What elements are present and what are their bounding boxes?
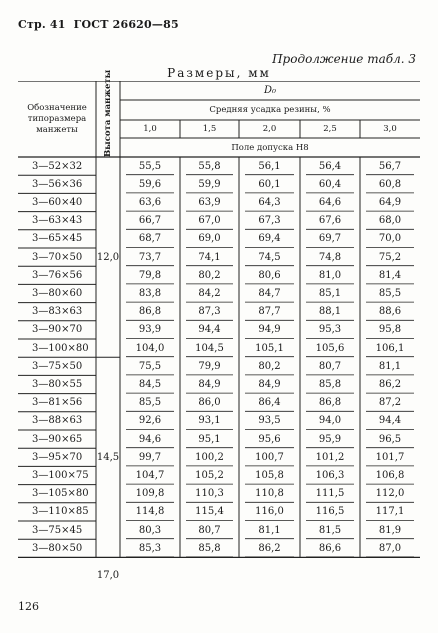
value-cell: 67,3 <box>258 215 281 227</box>
value-cell: 116,0 <box>255 506 284 518</box>
designation-cell: 3—52×32 <box>32 160 83 172</box>
value-cell: 106,3 <box>315 469 345 481</box>
designation-cell: 3—65×45 <box>32 233 83 245</box>
value-cell: 56,7 <box>378 160 402 172</box>
value-cell: 94,9 <box>258 324 281 336</box>
designation-cell: 3—80×60 <box>32 287 83 299</box>
value-cell: 60,8 <box>378 178 402 190</box>
value-cell: 86,8 <box>138 306 162 318</box>
value-cell: 64,6 <box>318 196 342 208</box>
value-cell: 106,8 <box>375 469 405 481</box>
value-cell: 68,7 <box>138 233 162 245</box>
value-cell: 67,0 <box>198 215 221 227</box>
value-cell: 104,5 <box>195 342 224 354</box>
designation-cell: 3—100×75 <box>32 469 89 481</box>
value-cell: 94,4 <box>378 415 402 427</box>
d0-group-header: D₀ <box>263 85 277 96</box>
value-cell: 86,8 <box>318 397 342 409</box>
height-group-value: 17,0 <box>96 570 120 582</box>
designation-cell: 3—80×55 <box>32 378 83 390</box>
value-cell: 80,2 <box>198 269 221 281</box>
value-cell: 56,4 <box>318 160 342 172</box>
value-cell: 87,2 <box>378 397 402 409</box>
value-cell: 59,6 <box>138 178 162 190</box>
value-cell: 93,9 <box>138 324 162 336</box>
designation-cell: 3—80×50 <box>32 542 83 554</box>
value-cell: 109,8 <box>135 488 165 500</box>
value-cell: 100,2 <box>195 451 224 463</box>
value-cell: 80,7 <box>198 524 221 536</box>
value-cell: 64,9 <box>378 196 402 208</box>
value-cell: 85,8 <box>198 542 221 554</box>
value-cell: 59,9 <box>198 178 221 190</box>
shrinkage-value-header: 1,5 <box>202 124 217 134</box>
value-cell: 70,0 <box>378 233 402 245</box>
page-header <box>18 18 179 31</box>
value-cell: 80,2 <box>258 360 281 372</box>
value-cell: 63,6 <box>138 196 162 208</box>
value-cell: 105,8 <box>255 469 284 481</box>
value-cell: 81,5 <box>318 524 342 536</box>
designation-cell: 3—100×80 <box>32 342 89 354</box>
value-cell: 84,7 <box>258 287 281 299</box>
value-cell: 94,0 <box>318 415 342 427</box>
value-cell: 115,4 <box>195 506 224 518</box>
designation-cell: 3—75×50 <box>32 360 83 372</box>
designation-cell: 3—90×65 <box>32 433 83 445</box>
value-cell: 80,6 <box>258 269 281 281</box>
value-cell: 66,7 <box>138 215 162 227</box>
value-cell: 74,8 <box>318 251 342 263</box>
page-label: Стр. 41 <box>18 18 66 31</box>
designation-cell: 3—90×70 <box>32 324 83 336</box>
standard-number: ГОСТ 26620—85 <box>73 18 179 31</box>
designation-cell: 3—70×50 <box>32 251 83 263</box>
value-cell: 112,0 <box>375 488 405 500</box>
value-cell: 83,8 <box>138 287 162 299</box>
value-cell: 84,5 <box>138 378 162 390</box>
page-number: 126 <box>18 600 39 613</box>
value-cell: 81,1 <box>378 360 402 372</box>
value-cell: 99,7 <box>138 451 162 463</box>
designation-cell: 3—76×56 <box>32 269 83 281</box>
value-cell: 95,1 <box>198 433 221 445</box>
value-cell: 80,3 <box>138 524 162 536</box>
height-column-header: Высота манжеты <box>103 69 113 157</box>
designation-column-header: Обозначение типоразмера манжеты <box>27 102 87 135</box>
value-cell: 60,1 <box>258 178 281 190</box>
value-cell: 56,1 <box>258 160 281 172</box>
shrinkage-value-header: 1,0 <box>143 124 157 134</box>
value-cell: 95,6 <box>258 433 281 445</box>
value-cell: 95,9 <box>318 433 342 445</box>
value-cell: 86,4 <box>258 397 281 409</box>
value-cell: 95,8 <box>378 324 402 336</box>
value-cell: 86,6 <box>318 542 342 554</box>
value-cell: 74,1 <box>198 251 221 263</box>
value-cell: 80,7 <box>318 360 342 372</box>
designation-cell: 3—83×63 <box>32 306 83 318</box>
value-cell: 67,6 <box>318 215 342 227</box>
value-cell: 94,4 <box>198 324 221 336</box>
value-cell: 86,2 <box>378 378 402 390</box>
value-cell: 104,7 <box>135 469 165 481</box>
designation-cell: 3—63×43 <box>32 215 83 227</box>
value-cell: 85,5 <box>378 287 402 299</box>
value-cell: 81,0 <box>318 269 342 281</box>
value-cell: 87,3 <box>198 306 221 318</box>
value-cell: 106,1 <box>375 342 405 354</box>
value-cell: 96,5 <box>378 433 402 445</box>
value-cell: 84,9 <box>198 378 221 390</box>
value-cell: 63,9 <box>198 196 221 208</box>
value-cell: 75,5 <box>138 360 162 372</box>
value-cell: 114,8 <box>135 506 165 518</box>
value-cell: 94,6 <box>138 433 162 445</box>
shrinkage-value-header: 2,5 <box>323 124 337 134</box>
value-cell: 84,9 <box>258 378 281 390</box>
value-cell: 95,3 <box>318 324 342 336</box>
designation-cell: 3—110×85 <box>32 506 89 518</box>
designation-cell: 3—81×56 <box>32 397 83 409</box>
value-cell: 73,7 <box>138 251 162 263</box>
designation-cell: 3—88×63 <box>32 415 83 427</box>
continuation-caption: Продолжение табл. 3 <box>272 52 416 66</box>
value-cell: 86,2 <box>258 542 281 554</box>
value-cell: 104,0 <box>135 342 165 354</box>
value-cell: 55,5 <box>138 160 162 172</box>
value-cell: 81,4 <box>378 269 402 281</box>
tolerance-row: Поле допуска H8 <box>231 142 309 153</box>
designation-cell: 3—60×40 <box>32 196 83 208</box>
value-cell: 69,0 <box>198 233 221 245</box>
value-cell: 75,2 <box>378 251 402 263</box>
value-cell: 69,7 <box>318 233 342 245</box>
value-cell: 92,6 <box>138 415 162 427</box>
shrinkage-value-header: 3,0 <box>383 124 397 134</box>
shrinkage-header: Средняя усадка резины, % <box>209 105 331 115</box>
value-cell: 93,5 <box>258 415 281 427</box>
value-cell: 87,7 <box>258 306 281 318</box>
value-cell: 84,2 <box>198 287 221 299</box>
value-cell: 85,5 <box>138 397 162 409</box>
value-cell: 100,7 <box>255 451 284 463</box>
value-cell: 117,1 <box>375 506 405 518</box>
value-cell: 101,7 <box>375 451 405 463</box>
designation-cell: 3—105×80 <box>32 488 89 500</box>
value-cell: 69,4 <box>258 233 281 245</box>
value-cell: 105,6 <box>315 342 345 354</box>
value-cell: 68,0 <box>378 215 402 227</box>
units-caption: Размеры, мм <box>167 66 271 80</box>
value-cell: 116,5 <box>315 506 345 518</box>
shrinkage-value-header: 2,0 <box>262 124 277 134</box>
value-cell: 85,3 <box>138 542 162 554</box>
value-cell: 93,1 <box>198 415 221 427</box>
value-cell: 74,5 <box>258 251 281 263</box>
value-cell: 79,8 <box>138 269 162 281</box>
value-cell: 81,9 <box>378 524 402 536</box>
value-cell: 110,8 <box>255 488 284 500</box>
value-cell: 86,0 <box>198 397 221 409</box>
designation-cell: 3—95×70 <box>32 451 83 463</box>
designation-cell: 3—56×36 <box>32 178 83 190</box>
value-cell: 79,9 <box>198 360 221 372</box>
value-cell: 111,5 <box>315 488 345 500</box>
designation-cell: 3—75×45 <box>32 524 83 536</box>
value-cell: 105,2 <box>195 469 224 481</box>
height-group-value: 12,0 <box>96 251 120 263</box>
value-cell: 88,1 <box>318 306 342 318</box>
value-cell: 101,2 <box>315 451 345 463</box>
value-cell: 60,4 <box>318 178 342 190</box>
value-cell: 110,3 <box>195 488 224 500</box>
value-cell: 88,6 <box>378 306 402 318</box>
value-cell: 81,1 <box>258 524 281 536</box>
value-cell: 55,8 <box>198 160 221 172</box>
height-group-value: 14,5 <box>96 451 120 463</box>
value-cell: 85,8 <box>318 378 342 390</box>
value-cell: 105,1 <box>255 342 284 354</box>
value-cell: 87,0 <box>378 542 402 554</box>
value-cell: 85,1 <box>318 287 342 299</box>
value-cell: 64,3 <box>258 196 281 208</box>
